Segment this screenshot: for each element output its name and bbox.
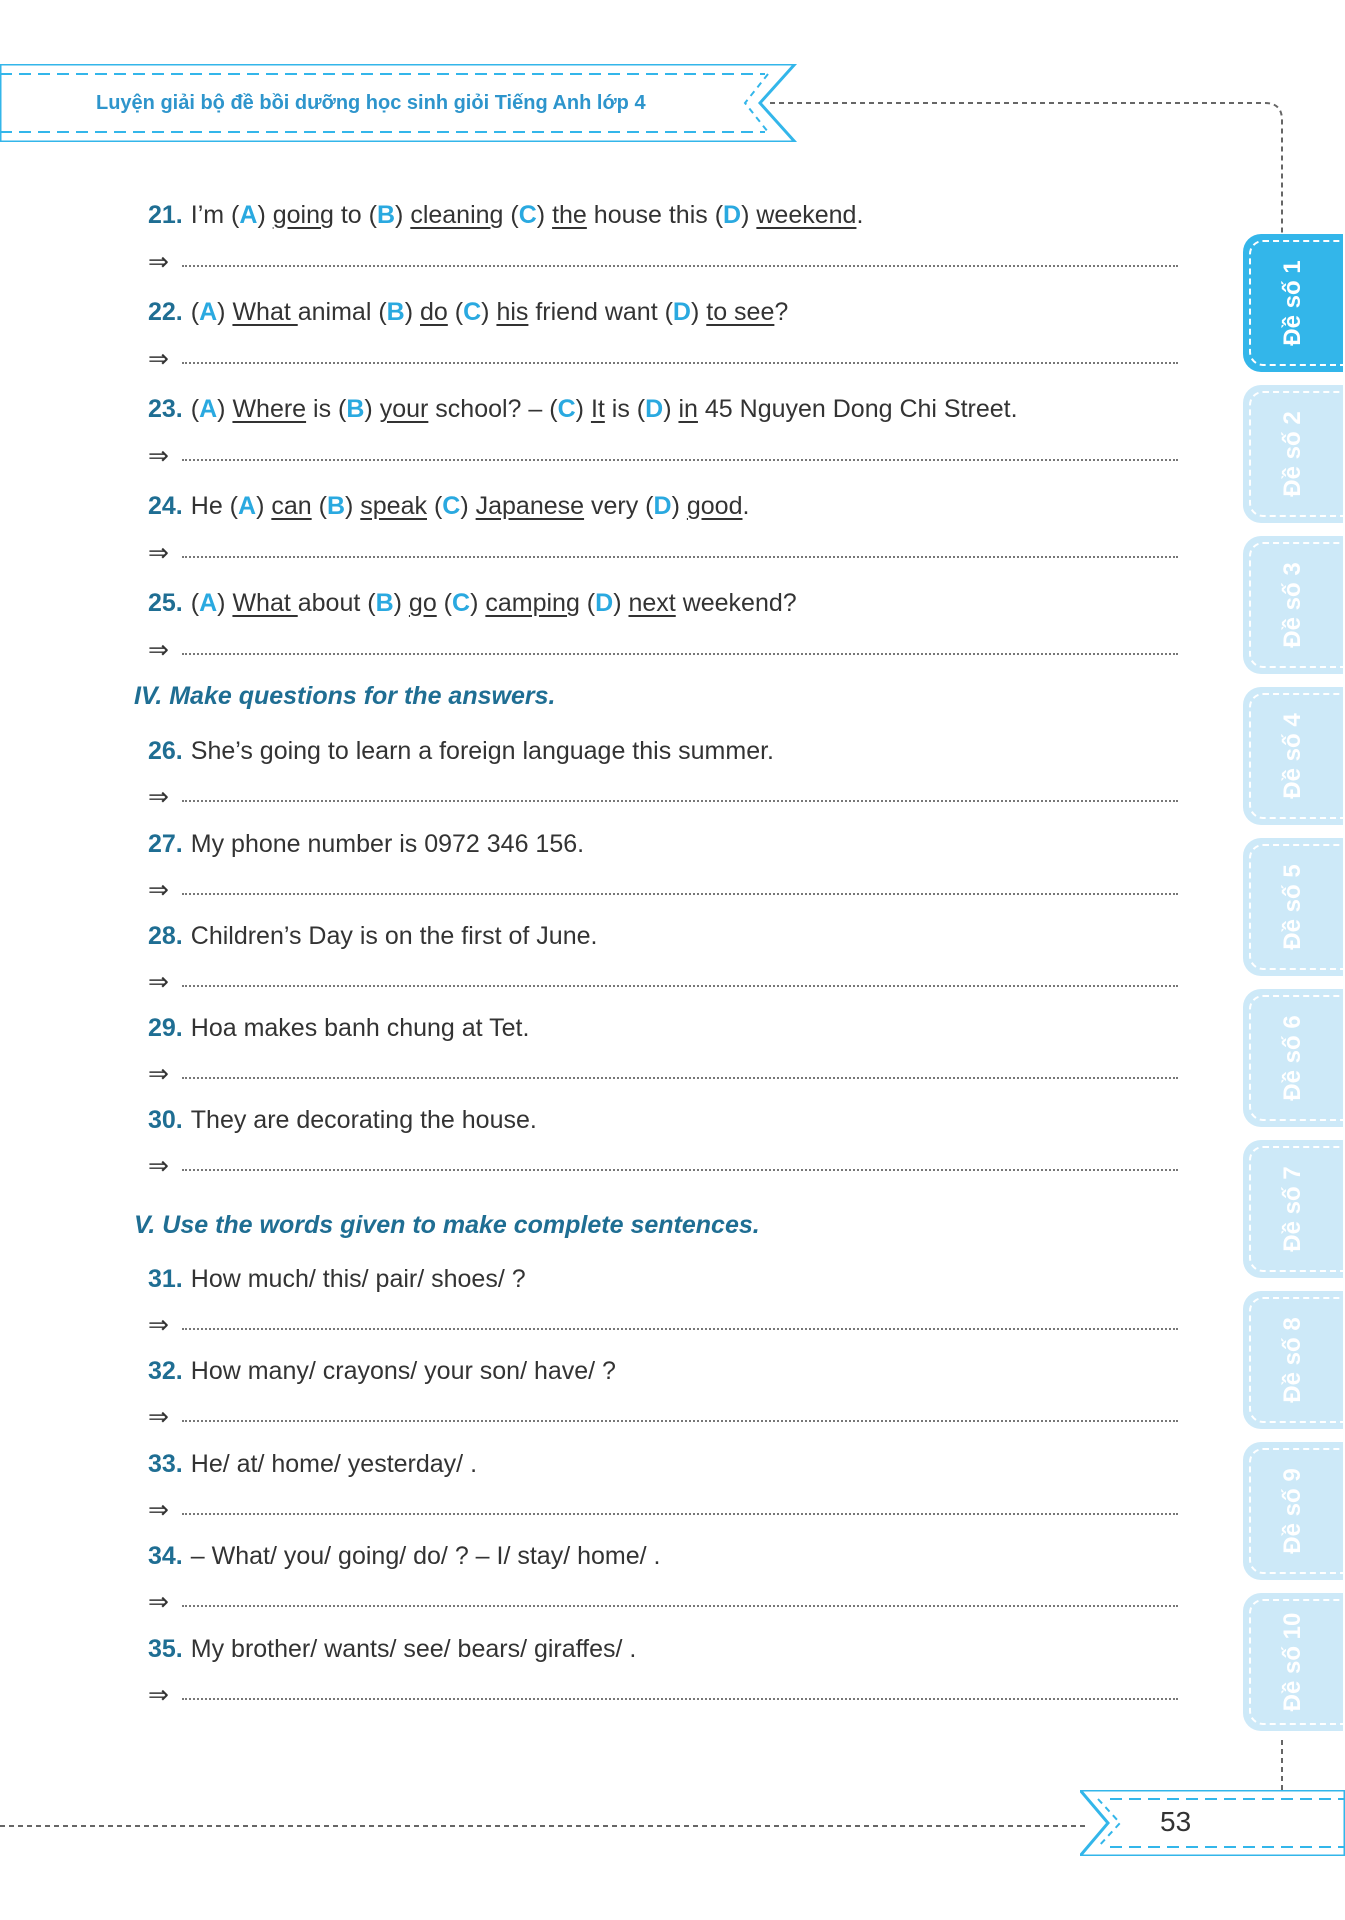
- option-letter: D: [653, 492, 672, 520]
- tab-de-so-9[interactable]: [1243, 1442, 1343, 1580]
- question-text: She’s going to learn a foreign language this summer.: [190, 737, 775, 765]
- question-text: ): [364, 395, 380, 423]
- question-text: I’m (: [190, 201, 240, 229]
- option-letter: B: [376, 201, 396, 229]
- tab-de-so-4[interactable]: [1243, 687, 1343, 825]
- section-heading: IV. Make questions for the answers.: [134, 682, 556, 710]
- underlined-part: the: [552, 201, 587, 229]
- arrow-icon: ⇒: [148, 968, 169, 996]
- question-text: ): [470, 589, 486, 617]
- question-number: 29.: [148, 1014, 183, 1042]
- section-heading: V. Use the words given to make complete sentences.: [134, 1211, 760, 1239]
- tab-label: Đề số 6: [1279, 1015, 1306, 1101]
- tab-label: Đề số 10: [1279, 1612, 1306, 1712]
- question-25: [148, 588, 797, 618]
- tab-de-so-10[interactable]: [1243, 1593, 1343, 1731]
- question-text: ): [613, 589, 629, 617]
- answer-line[interactable]: [148, 635, 1178, 665]
- question-text: (: [190, 395, 200, 423]
- tab-de-so-8[interactable]: [1243, 1291, 1343, 1429]
- question-text: ): [404, 298, 420, 326]
- dotted-line: [182, 556, 1178, 558]
- question-text: ): [217, 589, 233, 617]
- question-number: 34.: [148, 1542, 183, 1570]
- question-text: is (: [306, 395, 347, 423]
- question-text: He/ at/ home/ yesterday/ .: [190, 1450, 478, 1478]
- arrow-icon: ⇒: [148, 783, 169, 811]
- question-number: 21.: [148, 201, 183, 229]
- question-number: 28.: [148, 922, 183, 950]
- question-text: Hoa makes banh chung at Tet.: [190, 1014, 530, 1042]
- dotted-line: [182, 265, 1178, 267]
- underlined-part: weekend: [756, 201, 857, 229]
- underlined-part: speak: [360, 492, 427, 520]
- question-text: – What/ you/ going/ do/ ? – I/ stay/ home/ .: [190, 1542, 661, 1570]
- answer-line[interactable]: [148, 538, 1178, 568]
- dotted-line: [182, 1605, 1178, 1607]
- question-text: .: [856, 201, 864, 229]
- question-number: 27.: [148, 830, 183, 858]
- option-letter: A: [199, 395, 218, 423]
- question-29: [148, 1013, 529, 1043]
- question-number: 31.: [148, 1265, 183, 1293]
- arrow-icon: ⇒: [148, 1060, 169, 1088]
- underlined-part: Japanese: [475, 492, 585, 520]
- underlined-part: do: [420, 298, 448, 326]
- page-number: 53: [1160, 1806, 1192, 1837]
- dotted-line: [182, 800, 1178, 802]
- answer-line[interactable]: [148, 344, 1178, 374]
- tab-de-so-2[interactable]: [1243, 385, 1343, 523]
- question-text: is (: [604, 395, 646, 423]
- tab-label: Đề số 2: [1279, 411, 1306, 497]
- underlined-part: What: [232, 589, 298, 617]
- question-33: [148, 1449, 477, 1479]
- tab-label: Đề số 9: [1279, 1468, 1306, 1554]
- question-text: .: [742, 492, 750, 520]
- underlined-part: your: [379, 395, 429, 423]
- underlined-part: next: [628, 589, 676, 617]
- question-text: ): [217, 395, 233, 423]
- question-34: [148, 1541, 660, 1571]
- question-31: [148, 1264, 526, 1294]
- answer-line[interactable]: [148, 247, 1178, 277]
- question-text: ): [663, 395, 679, 423]
- option-letter: A: [199, 298, 218, 326]
- underlined-part: in: [678, 395, 698, 423]
- header-banner: [0, 64, 800, 142]
- option-letter: C: [452, 589, 471, 617]
- option-letter: B: [326, 492, 345, 520]
- question-number: 30.: [148, 1106, 183, 1134]
- dotted-line: [182, 1513, 1178, 1515]
- page-number-ribbon: [1080, 1790, 1345, 1856]
- question-30: [148, 1105, 537, 1135]
- question-text: ): [345, 492, 361, 520]
- option-letter: A: [199, 589, 218, 617]
- tab-label: Đề số 8: [1279, 1317, 1306, 1403]
- question-text: ): [481, 298, 497, 326]
- question-text: My phone number is 0972 346 156.: [190, 830, 585, 858]
- underlined-part: to see: [706, 298, 775, 326]
- question-text: ): [256, 492, 272, 520]
- question-number: 35.: [148, 1635, 183, 1663]
- underlined-part: camping: [485, 589, 580, 617]
- tab-label: Đề số 7: [1279, 1166, 1306, 1252]
- arrow-icon: ⇒: [148, 442, 169, 470]
- dotted-line: [182, 893, 1178, 895]
- question-text: friend want (: [528, 298, 673, 326]
- arrow-icon: ⇒: [148, 1681, 169, 1709]
- question-number: 32.: [148, 1357, 183, 1385]
- arrow-icon: ⇒: [148, 636, 169, 664]
- question-number: 26.: [148, 737, 183, 765]
- option-letter: D: [595, 589, 614, 617]
- question-26: [148, 736, 774, 766]
- question-number: 25.: [148, 589, 183, 617]
- question-28: [148, 921, 597, 951]
- question-number: 22.: [148, 298, 183, 326]
- question-24: [148, 491, 749, 521]
- tab-de-so-6[interactable]: [1243, 989, 1343, 1127]
- question-text: to (: [333, 201, 377, 229]
- dotted-line: [182, 1420, 1178, 1422]
- underlined-part: It: [590, 395, 605, 423]
- question-22: [148, 297, 788, 327]
- question-text: school? – (: [428, 395, 558, 423]
- option-letter: C: [518, 201, 537, 229]
- answer-line[interactable]: [148, 1680, 1178, 1710]
- answer-line[interactable]: [148, 1587, 1178, 1617]
- tab-label: Đề số 4: [1279, 713, 1306, 799]
- answer-line[interactable]: [148, 782, 1178, 812]
- question-text: weekend?: [675, 589, 797, 617]
- option-letter: C: [442, 492, 461, 520]
- option-letter: D: [723, 201, 742, 229]
- question-text: (: [436, 589, 453, 617]
- book-title: Luyện giải bộ đề bồi dưỡng học sinh giỏi Tiếng Anh lớp 4: [96, 92, 646, 114]
- question-text: He (: [190, 492, 238, 520]
- answer-line[interactable]: [148, 1495, 1178, 1525]
- underlined-part: going: [272, 201, 334, 229]
- question-text: Children’s Day is on the first of June.: [190, 922, 598, 950]
- question-text: ): [690, 298, 707, 326]
- question-text: ): [393, 589, 409, 617]
- arrow-icon: ⇒: [148, 539, 169, 567]
- question-text: They are decorating the house.: [190, 1106, 537, 1134]
- question-text: ): [575, 395, 591, 423]
- underlined-part: good: [686, 492, 743, 520]
- option-letter: B: [386, 298, 405, 326]
- question-text: house this (: [586, 201, 724, 229]
- question-text: (: [579, 589, 596, 617]
- dotted-line: [182, 653, 1178, 655]
- question-number: 24.: [148, 492, 183, 520]
- underlined-part: go: [408, 589, 437, 617]
- question-text: ): [257, 201, 273, 229]
- question-text: ): [741, 201, 757, 229]
- underlined-part: Where: [232, 395, 307, 423]
- option-letter: C: [557, 395, 576, 423]
- tab-de-so-7[interactable]: [1243, 1140, 1343, 1278]
- question-text: ): [536, 201, 553, 229]
- answer-line[interactable]: [148, 1310, 1178, 1340]
- option-letter: B: [375, 589, 394, 617]
- tab-label: Đề số 3: [1279, 562, 1306, 648]
- answer-line[interactable]: [148, 441, 1178, 471]
- tab-de-so-5[interactable]: [1243, 838, 1343, 976]
- question-text: ): [395, 201, 411, 229]
- arrow-icon: ⇒: [148, 1588, 169, 1616]
- option-letter: B: [346, 395, 365, 423]
- dotted-line: [182, 1698, 1178, 1700]
- dotted-line: [182, 985, 1178, 987]
- question-text: (: [447, 298, 464, 326]
- dotted-line: [182, 1169, 1178, 1171]
- answer-line[interactable]: [148, 1151, 1178, 1181]
- tab-de-so-3[interactable]: [1243, 536, 1343, 674]
- question-35: [148, 1634, 636, 1664]
- option-letter: A: [239, 201, 258, 229]
- underlined-part: his: [496, 298, 529, 326]
- answer-line[interactable]: [148, 875, 1178, 905]
- answer-line[interactable]: [148, 1059, 1178, 1089]
- question-text: (: [427, 492, 443, 520]
- question-21: [148, 200, 863, 230]
- question-text: (: [190, 298, 200, 326]
- question-text: (: [190, 589, 200, 617]
- tab-label: Đề số 1: [1279, 260, 1306, 346]
- arrow-icon: ⇒: [148, 876, 169, 904]
- question-text: How much/ this/ pair/ shoes/ ?: [190, 1265, 526, 1293]
- dotted-line: [182, 362, 1178, 364]
- question-32: [148, 1356, 616, 1386]
- question-text: ): [460, 492, 476, 520]
- question-text: My brother/ wants/ see/ bears/ giraffes/ .: [190, 1635, 637, 1663]
- option-letter: A: [238, 492, 257, 520]
- underlined-part: can: [271, 492, 312, 520]
- question-text: animal (: [297, 298, 387, 326]
- underlined-part: What: [232, 298, 298, 326]
- arrow-icon: ⇒: [148, 1496, 169, 1524]
- dotted-line: [182, 459, 1178, 461]
- question-text: 45 Nguyen Dong Chi Street.: [697, 395, 1018, 423]
- tab-de-so-1[interactable]: [1243, 234, 1343, 372]
- answer-line[interactable]: [148, 967, 1178, 997]
- question-text: ): [217, 298, 233, 326]
- answer-line[interactable]: [148, 1402, 1178, 1432]
- arrow-icon: ⇒: [148, 1311, 169, 1339]
- question-text: very (: [584, 492, 654, 520]
- arrow-icon: ⇒: [148, 248, 169, 276]
- dotted-line: [182, 1077, 1178, 1079]
- question-text: (: [311, 492, 327, 520]
- tab-label: Đề số 5: [1279, 864, 1306, 950]
- question-text: How many/ crayons/ your son/ have/ ?: [190, 1357, 616, 1385]
- arrow-icon: ⇒: [148, 345, 169, 373]
- arrow-icon: ⇒: [148, 1152, 169, 1180]
- question-text: ?: [774, 298, 789, 326]
- question-number: 33.: [148, 1450, 183, 1478]
- arrow-icon: ⇒: [148, 1403, 169, 1431]
- option-letter: D: [672, 298, 691, 326]
- option-letter: C: [463, 298, 482, 326]
- underlined-part: cleaning: [410, 201, 504, 229]
- question-23: [148, 394, 1018, 424]
- dotted-line: [182, 1328, 1178, 1330]
- question-text: about (: [297, 589, 376, 617]
- question-text: ): [671, 492, 687, 520]
- question-27: [148, 829, 584, 859]
- question-text: (: [503, 201, 519, 229]
- question-number: 23.: [148, 395, 183, 423]
- option-letter: D: [645, 395, 664, 423]
